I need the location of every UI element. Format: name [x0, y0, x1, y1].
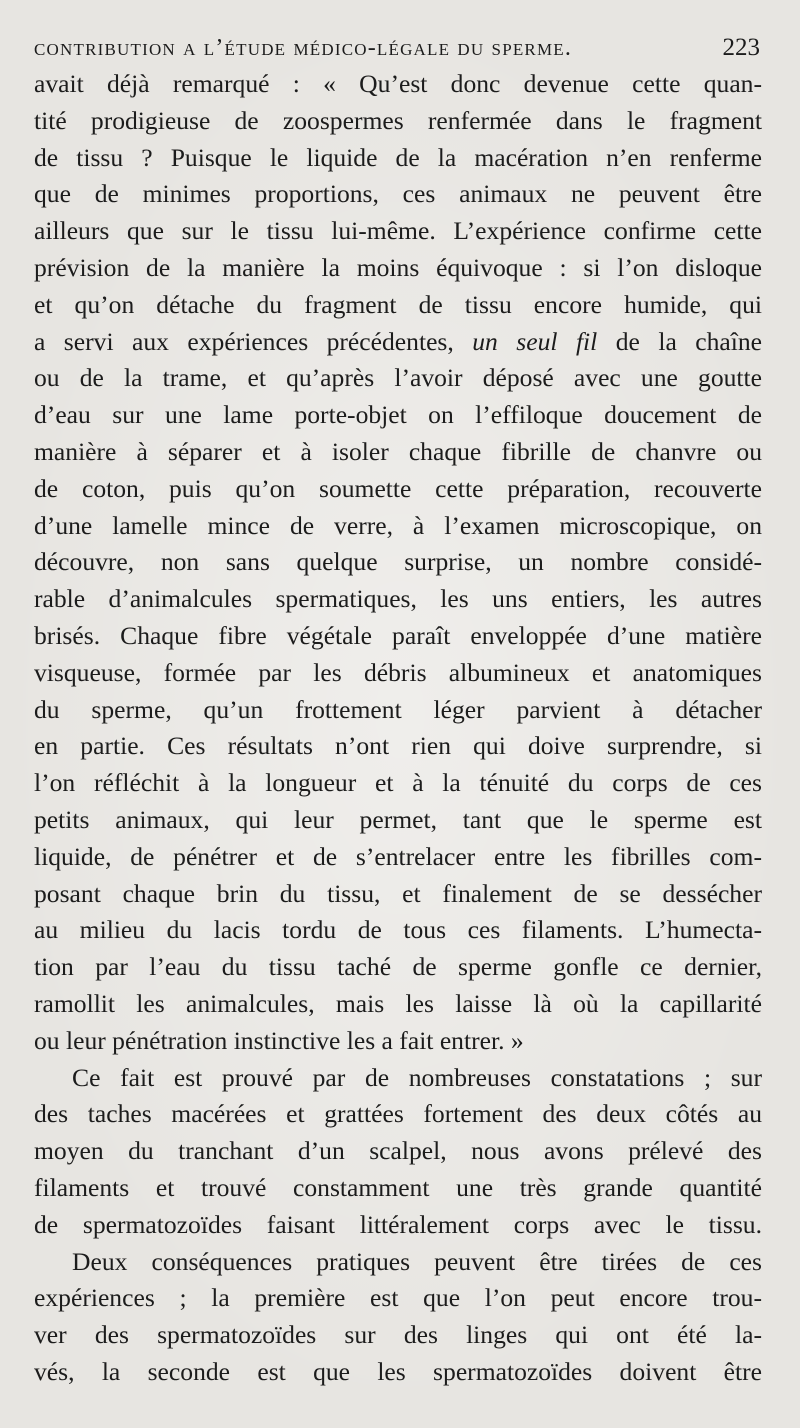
text-line-with-italic: [34, 324, 762, 361]
paragraph-2: [34, 1060, 762, 1244]
text-line: découvre, non sans quelque surprise, un nombre considé-: [34, 547, 762, 577]
paragraph-3: [34, 1244, 762, 1391]
text-line: Ce fait est prouvé par de nombreuses constatations ; sur: [72, 1062, 762, 1092]
text-line: moyen du tranchant d’un scalpel, nous avons prélevé des: [34, 1136, 762, 1166]
text-line: brisés. Chaque fibre végétale paraît enveloppée d’une matière: [34, 620, 762, 650]
text-line: d’une lamelle mince de verre, à l’examen microscopique, on: [34, 510, 762, 540]
text-line: expériences ; la première est que l’on peut encore trou-: [34, 1283, 762, 1313]
text-line: en partie. Ces résultats n’ont rien qui doive surprendre, si: [34, 731, 762, 761]
text-line: et qu’on détache du fragment de tissu encore humide, qui: [34, 289, 762, 319]
text-line: d’eau sur une lame porte-objet on l’effiloque doucement de: [34, 400, 762, 430]
text-segment: a servi aux expériences précédentes,: [34, 326, 454, 356]
text-line: visqueuse, formée par les débris albumineux et anatomiques: [34, 657, 762, 687]
text-line: liquide, de pénétrer et de s’entrelacer entre les fibrilles com-: [34, 841, 762, 871]
text-line: ailleurs que sur le tissu lui-même. L’expérience confirme cette: [34, 216, 762, 246]
body-text: [34, 66, 774, 1391]
text-line: prévision de la manière la moins équivoque : si l’on disloque: [34, 252, 762, 282]
text-segment: de la chaîne: [597, 326, 763, 356]
text-line: de tissu ? Puisque le liquide de la macération n’en renferme: [34, 142, 762, 172]
italic-phrase: un seul fil: [472, 326, 598, 356]
text-line: Deux conséquences pratiques peuvent être tirées de ces: [72, 1246, 762, 1276]
text-line: posant chaque brin du tissu, et finalement de se dessécher: [34, 878, 762, 908]
text-line: rable d’animalcules spermatiques, les uns entiers, les autres: [34, 584, 762, 614]
running-title: contribution a l’étude médico-légale du sperme.: [34, 35, 573, 61]
text-line: ou de la trame, et qu’après l’avoir déposé avec une goutte: [34, 363, 762, 393]
text-line: l’on réfléchit à la longueur et à la ténuité du corps de ces: [34, 768, 762, 798]
running-header: [34, 34, 774, 62]
text-line: filaments et trouvé constamment une très grande quantité: [34, 1172, 762, 1202]
text-line: du sperme, qu’un frottement léger parvient à détacher: [34, 694, 762, 724]
text-line: ramollit les animalcules, mais les laisse là où la capillarité: [34, 988, 762, 1018]
text-line: des taches macérées et grattées fortement des deux côtés au: [34, 1099, 762, 1129]
text-line: avait déjà remarqué : « Qu’est donc devenue cette quan-: [34, 69, 762, 98]
text-line: vés, la seconde est que les spermatozoïdes doivent être: [34, 1356, 762, 1386]
text-line: tion par l’eau du tissu taché de sperme gonfle ce dernier,: [34, 952, 762, 982]
text-line: tité prodigieuse de zoospermes renfermée dans le fragment: [34, 105, 762, 135]
text-line: petits animaux, qui leur permet, tant que le sperme est: [34, 804, 762, 834]
text-line: ou leur pénétration instinctive les a fait entrer. »: [34, 1025, 524, 1055]
text-line: au milieu du lacis tordu de tous ces filaments. L’humecta-: [34, 915, 762, 945]
page-number: 223: [722, 34, 760, 61]
text-line: de spermatozoïdes faisant littéralement corps avec le tissu.: [34, 1209, 762, 1239]
text-line: de coton, puis qu’on soumette cette préparation, recouverte: [34, 473, 762, 503]
text-line: manière à séparer et à isoler chaque fibrille de chanvre ou: [34, 436, 762, 466]
paragraph-1: [34, 66, 762, 1060]
text-line: que de minimes proportions, ces animaux ne peuvent être: [34, 179, 762, 209]
text-line: ver des spermatozoïdes sur des linges qui ont été la-: [34, 1320, 762, 1350]
